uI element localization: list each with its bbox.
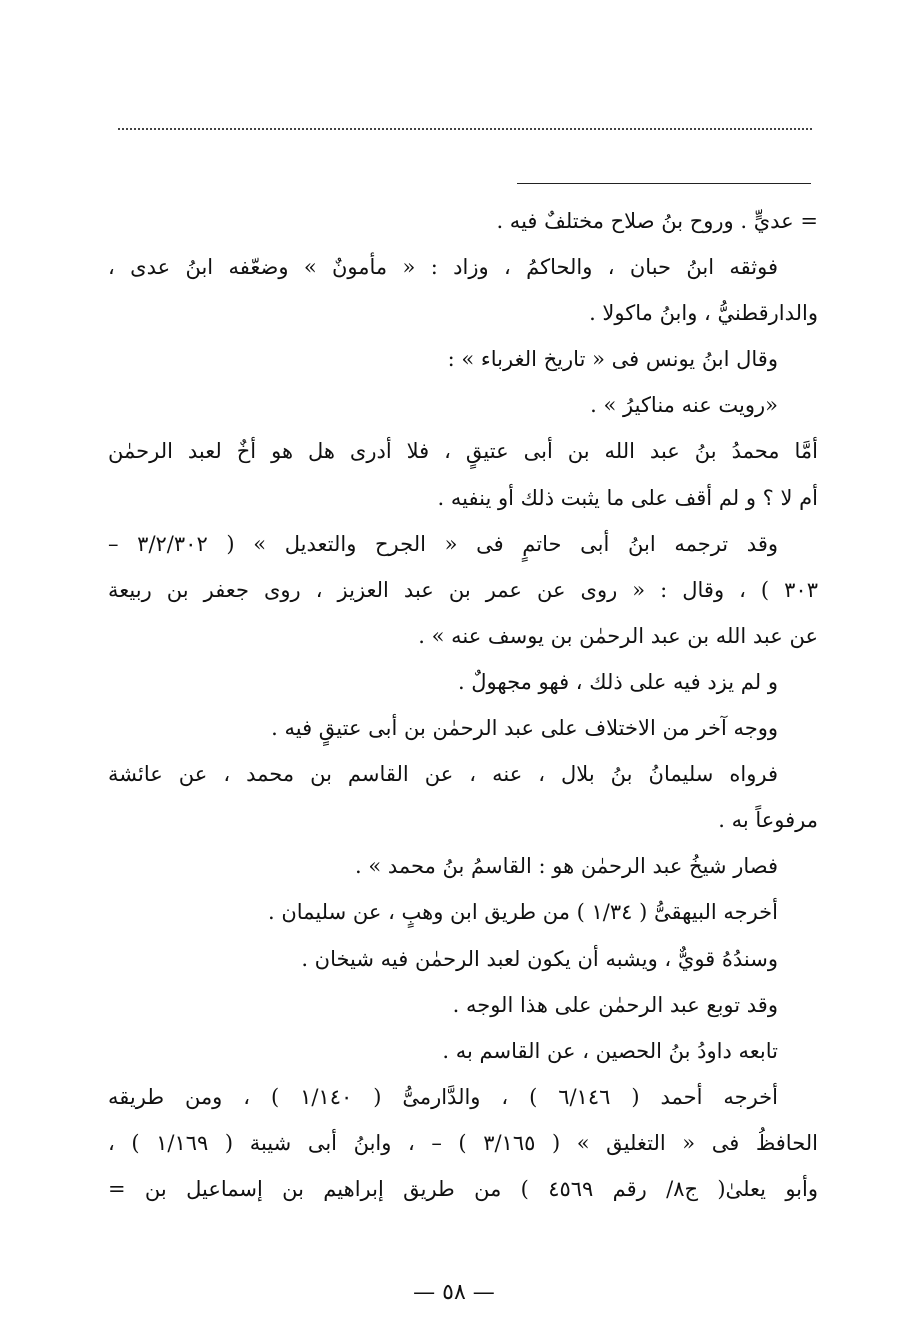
text-line: و لم يزد فيه على ذلك ، فهو مجهولٌ . — [457, 669, 778, 694]
text-line: الحافظُ فى « التغليق » ( ٣/١٦٥ ) – ، وابنُ أبى شيبة ( ١/١٦٩ ) ، — [108, 1130, 818, 1155]
text-line: والدارقطنيُّ ، وابنُ ماكولا . — [589, 301, 818, 326]
footnote-separator-rule — [517, 183, 811, 184]
text-line: أم لا ؟ و لم أقف على ما يثبت ذلك أو ينفيه . — [437, 485, 818, 510]
text-line: أخرجه أحمد ( ٦/١٤٦ ) ، والدَّارمىُّ ( ١/١٤٠ ) ، ومن طريقه — [108, 1084, 778, 1109]
text-line: أمَّا محمدُ بنُ عبد الله بن أبى عتيقٍ ، فلا أدرى هل هو أخٌ لعبد الرحمٰن — [108, 439, 818, 464]
footnote-text-block — [108, 198, 818, 1212]
page-number: — ٥٨ — — [413, 1280, 495, 1305]
text-line: وقد توبع عبد الرحمٰن على هذا الوجه . — [452, 992, 778, 1017]
text-line: «رويت عنه مناكيرُ » . — [590, 393, 778, 418]
text-line: فصار شيخُ عبد الرحمٰن هو : القاسمُ بنُ محمد » . — [355, 854, 778, 879]
text-line: فوثقه ابنُ حبان ، والحاكمُ ، وزاد : « مأمونٌ » وضعّفه ابنُ عدى ، — [108, 255, 778, 280]
text-line: أخرجه البيهقىُّ ( ١/٣٤ ) من طريق ابن وهبٍ ، عن سليمان . — [268, 900, 778, 925]
header-dotted-rule — [118, 128, 812, 130]
text-line: فرواه سليمانُ بنُ بلال ، عنه ، عن القاسم بن محمد ، عن عائشة — [108, 762, 778, 787]
text-line: مرفوعاً به . — [718, 808, 818, 833]
text-line: ووجه آخر من الاختلاف على عبد الرحمٰن بن أبى عتيقٍ فيه . — [271, 716, 778, 741]
text-line: وأبو يعلىٰ( ج٨/ رقم ٤٥٦٩ ) من طريق إبراهيم بن إسماعيل بن = — [108, 1176, 818, 1201]
text-line: وسندُهُ قويٌّ ، ويشبه أن يكون لعبد الرحمٰن فيه شيخان . — [301, 946, 778, 971]
text-line: ٣٠٣ ) ، وقال : « روى عن عمر بن عبد العزيز ، روى جعفر بن ربيعة — [108, 577, 818, 602]
text-line: عن عبد الله بن عبد الرحمٰن بن يوسف عنه » . — [418, 623, 818, 648]
text-line: وقد ترجمه ابنُ أبى حاتمٍ فى « الجرح والتعديل » ( ٣/٢/٣٠٢ – — [108, 531, 778, 556]
text-line: تابعه داودُ بنُ الحصين ، عن القاسم به . — [442, 1038, 778, 1063]
text-line: وقال ابنُ يونس فى « تاريخ الغرباء » : — [447, 347, 778, 372]
text-line: = عديٍّ . وروح بنُ صلاح مختلفٌ فيه . — [496, 209, 818, 233]
